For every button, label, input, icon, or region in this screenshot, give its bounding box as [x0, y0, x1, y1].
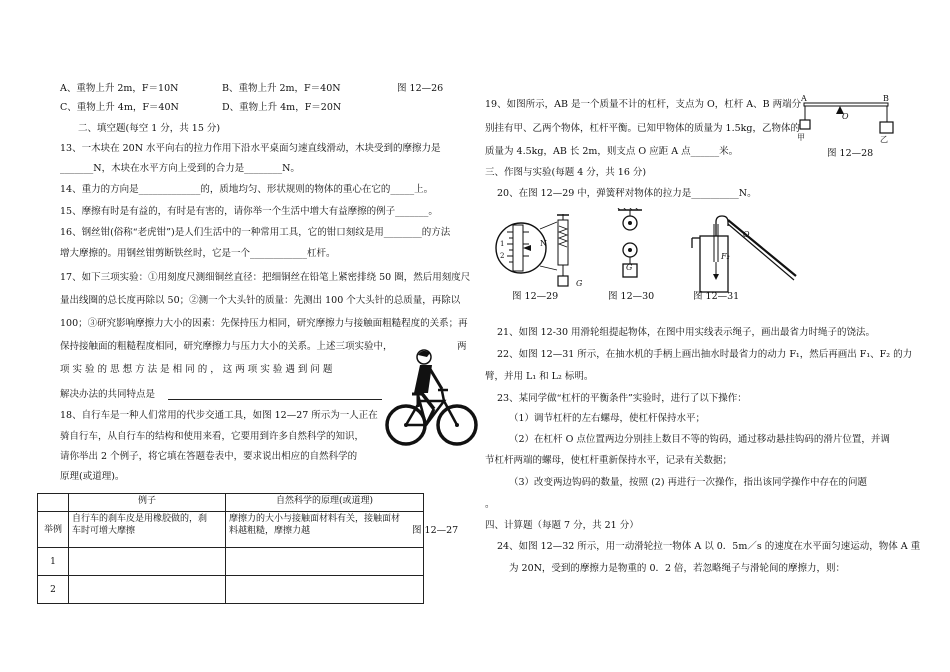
label-1: 1 [500, 240, 505, 248]
option-c: C、重物上升 4m，F＝40N [60, 102, 179, 113]
question-13-line1: 13、一木块在 20N 水平向右的拉力作用下沿水平桌面匀速直线滑动，木块受到的摩擦力是 [60, 143, 441, 154]
question-19-line3: 质量为 4.5kg，AB 长 2m，则支点 O 应距 A 点______米。 [485, 146, 739, 157]
table-row-label: 1 [38, 548, 69, 576]
question-23: 23、某同学做“杠杆的平衡条件”实验时，进行了以下操作： [497, 393, 747, 404]
figure-caption-29: 图 12—29 [512, 291, 559, 302]
question-18-line3: 请你举出 2 个例子，将它填在答题卷表中，要求说出相应的自然科学的 [60, 451, 358, 462]
table-header-example: 例子 [69, 494, 226, 512]
section-4-heading: 四、计算题（每题 7 分，共 21 分） [485, 520, 639, 531]
answer-table [37, 493, 424, 604]
cyclist-figure [382, 345, 482, 450]
table-cell-empty[interactable] [69, 576, 226, 604]
table-cell-empty[interactable] [226, 576, 424, 604]
table-row-label: 2 [38, 576, 69, 604]
option-a: A、重物上升 2m，F＝10N [60, 83, 179, 94]
question-16-line2: 增大摩擦的。用钢丝钳剪断铁丝时，它是一个____________杠杆。 [60, 248, 336, 259]
label-n: N [540, 239, 547, 248]
question-17-line2: 量出线圈的总长度再除以 50；②测一个大头针的质量：先测出 100 个大头针的总质量，再除以 [60, 295, 461, 306]
question-23-step2-line1: （2）在杠杆 O 点位置两边分别挂上数目不等的钩码，通过移动悬挂钩码的滑片位置，并调 [509, 434, 890, 445]
label-g: G [626, 263, 633, 272]
water-pump-figure-31 [688, 214, 800, 296]
principle-line: 料越粗糙，摩擦力越 [229, 526, 311, 536]
question-23-step2-line2: 节杠杆两端的螺母，使杠杆重新保持水平，记录有关数据； [485, 455, 733, 466]
figure-caption-28: 图 12—28 [827, 148, 874, 159]
question-14: 14、重力的方向是_____________的，质地均匀、形状规则的物体的重心在它的_____上。 [60, 184, 434, 195]
question-24-line2: 为 20N，受到的摩擦力是物重的 0．2 倍，若忽略绳子与滑轮间的摩擦力，则： [509, 563, 846, 574]
table-cell-empty[interactable] [226, 548, 424, 576]
table-row-label: 举例 [38, 512, 69, 548]
question-18-line1: 18、自行车是一种人们常用的代步交通工具，如图 12—27 所示为一人正在 [60, 410, 378, 421]
label-jia: 甲 [797, 133, 805, 142]
question-23-end: 。 [485, 499, 495, 510]
label-f2: F₂ [721, 252, 730, 261]
question-21: 21、如图 12-30 用滑轮组提起物体，在图中用实线表示绳子，画出最省力时绳子的饶法。 [497, 327, 876, 338]
table-cell-empty[interactable] [69, 548, 226, 576]
label-b: B [883, 94, 889, 103]
question-18-line4: 原理(或道理)。 [60, 471, 125, 482]
label-2: 2 [500, 252, 505, 260]
question-17-line1: 17、如下三项实验：①用刻度尺测细铜丝直径：把细铜丝在铅笔上紧密排绕 50 圈，然后用刻度尺 [60, 272, 471, 283]
question-19-line1: 19、如图所示，AB 是一个质量不计的杠杆，支点为 O，杠杆 A、B 两端分 [485, 99, 802, 110]
question-17-line6: 解决办法的共同特点是 [60, 389, 156, 400]
question-17-line5: 项 实 验 的 思 想 方 法 是 相 同 的 ， 这 两 项 实 验 遇 到 问 题 [60, 364, 333, 375]
question-19-line2: 别挂有甲、乙两个物体，杠杆平衡。已知甲物体的质量为 1.5kg，乙物体的 [485, 123, 800, 134]
option-d: D、重物上升 4m，F＝20N [222, 102, 342, 113]
question-23-step3: （3）改变两边钩码的数量，按照 (2) 再进行一次操作，指出该同学操作中存在的问题 [509, 477, 868, 488]
question-22-line2: 臂，并用 L₁ 和 L₂ 标明。 [485, 371, 594, 382]
question-13-line2: _______N，木块在水平方向上受到的合力是________N。 [60, 163, 300, 174]
table-header-principle: 自然科学的原理(或道理) [226, 494, 424, 512]
figure-caption-27: 图 12—27 [412, 525, 459, 536]
question-22-line1: 22、如图 12—31 所示，在抽水机的手柄上画出抽水时最省力的动力 F₁，然后再画出 F₁、F₂ 的力 [497, 349, 913, 360]
label-g: G [576, 279, 583, 288]
question-17-line4: 保持接触面的粗糙程度相同，研究摩擦力与压力大小的关系。上述三项实验中， [60, 341, 393, 352]
question-16-line1: 16、钢丝钳(俗称“老虎钳”)是人们生活中的一种常用工具，它的钳口刻纹是用________的方法 [60, 227, 451, 238]
section-2-heading: 二、填空题(每空 1 分，共 15 分) [78, 123, 221, 134]
table-cell-principle [226, 512, 424, 548]
example-line: 自行车的刹车皮是用橡胶做的，刹 [72, 514, 208, 524]
figure-caption-30: 图 12—30 [608, 291, 655, 302]
figure-caption-26: 图 12—26 [397, 83, 444, 94]
label-o: O [743, 230, 750, 239]
figure-caption-31: 图 12—31 [693, 291, 740, 302]
option-b: B、重物上升 2m，F＝40N [222, 83, 341, 94]
question-17-line4-end: 两 [457, 341, 467, 352]
principle-line: 摩擦力的大小与接触面材料有关，接触面材 [229, 514, 401, 524]
question-18-line2: 骑自行车，从自行车的结构和使用来看，它要用到许多自然科学的知识， [60, 431, 365, 442]
question-20: 20、在图 12—29 中，弹簧秤对物体的拉力是__________N。 [497, 188, 757, 199]
label-o: O [842, 112, 849, 121]
example-line: 车时可增大摩擦 [72, 526, 136, 536]
question-17-line3: 100；③研究影响摩擦力大小的因素：先保持压力相同，研究摩擦力与接触面粗糙程度的关系；再 [60, 318, 468, 329]
pulley-figure-30 [612, 208, 648, 290]
answer-blank-line [168, 399, 382, 400]
question-15: 15、摩擦有时是有益的，有时是有害的，请你举一个生活中增大有益摩擦的例子_______。 [60, 206, 438, 217]
label-a: A [801, 94, 807, 103]
question-23-step1: （1）调节杠杆的左右螺母，使杠杆保持水平； [509, 413, 706, 424]
table-cell-example [69, 512, 226, 548]
question-24-line1: 24、如图 12—32 所示，用一动滑轮拉一物体 A 以 0．5m／s 的速度在水平面匀速运动，物体 A 重 [497, 541, 921, 552]
section-3-heading: 三、作图与实验(每题 4 分，共 16 分) [485, 167, 647, 178]
label-yi: 乙 [880, 135, 888, 144]
